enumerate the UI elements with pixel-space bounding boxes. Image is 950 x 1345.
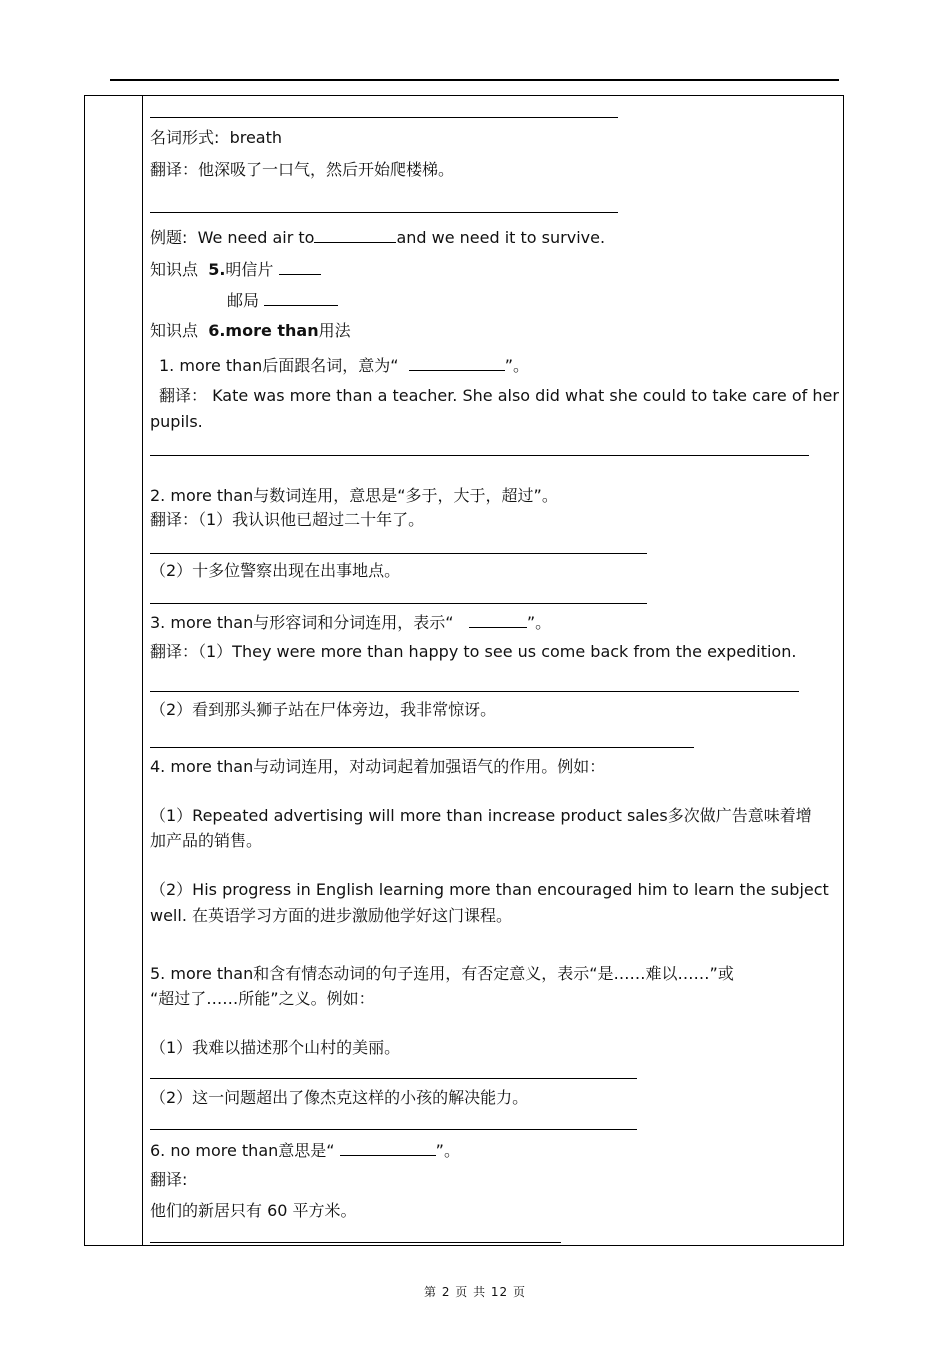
- usage-2: 2. more than与数词连用，意思是“多于，大于，超过”。: [150, 486, 558, 505]
- postcard-blank[interactable]: [279, 258, 321, 275]
- answer-blank[interactable]: [150, 455, 809, 456]
- usage-4-example-1: （1）Repeated advertising will more than increase product sales多次做广告意味着增: [150, 806, 812, 825]
- answer-blank[interactable]: [150, 1078, 637, 1079]
- usage-2-translation-1: 翻译：（1）我认识他已超过二十年了。: [150, 510, 425, 529]
- post-office-blank[interactable]: [264, 289, 338, 306]
- translation-1: 翻译：他深吸了一口气，然后开始爬楼梯。: [150, 160, 455, 179]
- post-office-line: 邮局: [227, 289, 338, 311]
- usage-5-example-2: （2）这一问题超出了像杰克这样的小孩的解决能力。: [150, 1088, 529, 1107]
- usage-5-example-1: （1）我难以描述那个山村的美丽。: [150, 1038, 401, 1057]
- usage-3: 3. more than与形容词和分词连用，表示“ ”。: [150, 613, 552, 632]
- usage-1-blank[interactable]: [409, 354, 505, 371]
- answer-blank[interactable]: [150, 1242, 561, 1243]
- usage-4-example-2: （2）His progress in English learning more than encouraged him to learn the subject: [150, 880, 829, 899]
- example-line: 例题: We need air to and we need it to survive.: [150, 228, 606, 247]
- usage-5: 5. more than和含有情态动词的句子连用，有否定意义，表示“是……难以……”或: [150, 964, 734, 983]
- header-rule: [110, 79, 839, 81]
- answer-blank[interactable]: [150, 553, 647, 554]
- usage-1: 1. more than后面跟名词，意为“ ”。: [159, 356, 530, 375]
- usage-3-blank[interactable]: [469, 611, 527, 628]
- usage-4-example-1-cont: 加产品的销售。: [150, 831, 263, 850]
- usage-3-translation-2: （2）看到那头狮子站在尸体旁边，我非常惊讶。: [150, 700, 497, 719]
- answer-blank[interactable]: [150, 1129, 637, 1130]
- example-blank[interactable]: [314, 226, 396, 243]
- answer-blank[interactable]: [150, 212, 618, 213]
- table-column-divider: [142, 95, 143, 1246]
- usage-4: 4. more than与动词连用，对动词起着加强语气的作用。例如：: [150, 757, 606, 776]
- page-footer: 第 2 页 共 12 页: [424, 1285, 526, 1299]
- knowledge-point-6: 知识点 6.more than用法: [150, 321, 351, 340]
- answer-blank[interactable]: [150, 603, 647, 604]
- knowledge-point-5: 知识点 5.明信片: [150, 258, 321, 280]
- usage-3-translation-1: 翻译：（1）They were more than happy to see us come back from the expedition.: [150, 642, 797, 661]
- usage-4-example-2-cont: well. 在英语学习方面的进步激励他学好这门课程。: [150, 906, 512, 925]
- usage-5-cont: “超过了……所能”之义。例如：: [150, 989, 375, 1008]
- usage-2-translation-2: （2）十多位警察出现在出事地点。: [150, 561, 401, 580]
- usage-1-translation: 翻译： Kate was more than a teacher. She also did what she could to take care of her: [159, 386, 839, 405]
- answer-blank[interactable]: [150, 117, 618, 118]
- answer-blank[interactable]: [150, 747, 694, 748]
- usage-1-translation-cont: pupils.: [150, 412, 203, 431]
- usage-6-blank[interactable]: [340, 1139, 436, 1156]
- usage-6-translation-label: 翻译:: [150, 1170, 188, 1189]
- noun-form-line: 名词形式: breath: [150, 128, 283, 147]
- answer-blank[interactable]: [150, 691, 799, 692]
- usage-6-translation: 他们的新居只有 60 平方米。: [150, 1201, 357, 1220]
- usage-6: 6. no more than意思是“ ”。: [150, 1141, 460, 1160]
